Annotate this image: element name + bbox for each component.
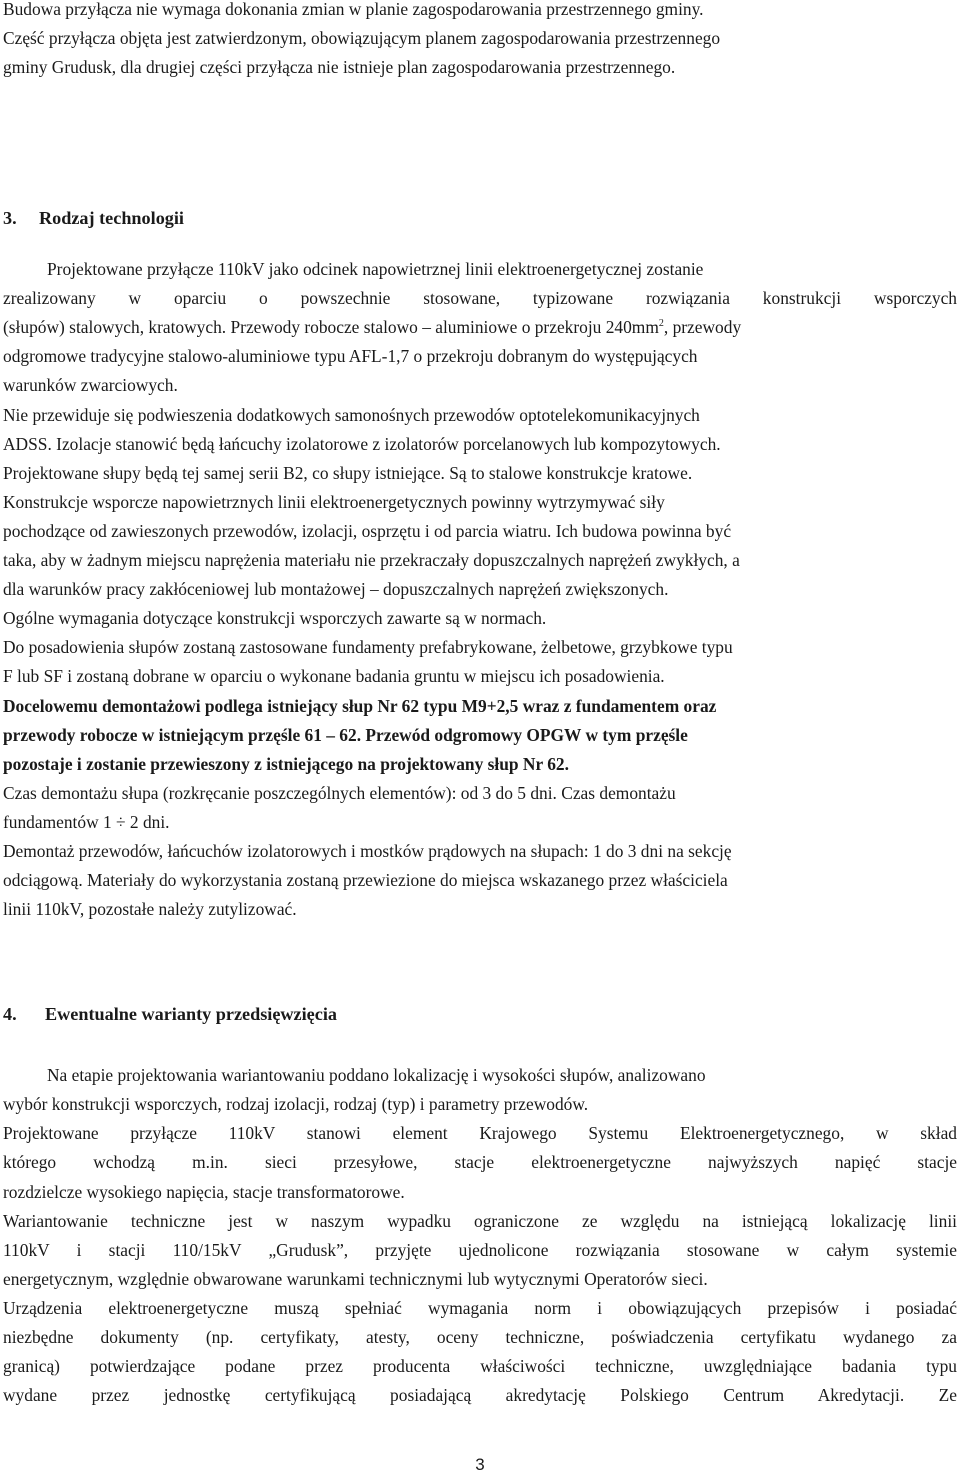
section-3-heading [3, 207, 184, 229]
section-4-number: 4. [3, 1004, 17, 1024]
paragraph-line: fundamentów 1 ÷ 2 dni. [3, 812, 170, 832]
bold-paragraph-line: przewody robocze w istniejącym przęśle 61 – 62. Przewód odgromowy OPGW w tym przęśle [3, 725, 688, 745]
paragraph-line: Projektowane słupy będą tej samej serii B2, co słupy istniejące. Są to stalowe konstrukcje kratowe. [3, 463, 693, 483]
paragraph-line: Na etapie projektowania wariantowaniu poddano lokalizację i wysokości słupów, analizowano [47, 1065, 706, 1085]
paragraph-line: Projektowane przyłącze 110kV stanowi element Krajowego Systemu Elektroenergetycznego, w skład [3, 1123, 957, 1143]
paragraph-line: zrealizowany w oparciu o powszechnie stosowane, typizowane rozwiązania konstrukcji wsporczych [3, 288, 957, 308]
paragraph-line: odgromowe tradycyjne stalowo-aluminiowe typu AFL-1,7 o przekroju dobranym do występujących [3, 346, 698, 366]
intro-line-2: Część przyłącza objęta jest zatwierdzonym, obowiązującym planem zagospodarowania przestrzennego [3, 28, 721, 48]
section-3-number: 3. [3, 208, 17, 228]
paragraph-text: (słupów) stalowych, kratowych. Przewody robocze stalowo – aluminiowe o przekroju 240mm [3, 317, 659, 337]
paragraph-line: 110kV i stacji 110/15kV „Grudusk”, przyjęte ujednolicone rozwiązania stosowane w całym systemie [3, 1240, 957, 1260]
bold-paragraph-line: Docelowemu demontażowi podlega istniejący słup Nr 62 typu M9+2,5 wraz z fundamentem oraz [3, 696, 717, 716]
page-number: 3 [475, 1455, 485, 1474]
paragraph-line: warunków zwarciowych. [3, 375, 178, 395]
paragraph-line: linii 110kV, pozostałe należy zutylizować. [3, 899, 297, 919]
section-4-heading [3, 1003, 337, 1025]
intro-line-3: gminy Grudusk, dla drugiej części przyłącza nie istnieje plan zagospodarowania przestrzennego. [3, 57, 676, 77]
paragraph-line: dla warunków pracy zakłóceniowej lub montażowej – dopuszczalnych naprężeń zwiększonych. [3, 579, 669, 599]
paragraph-line: F lub SF i zostaną dobrane w oparciu o wykonane badania gruntu w miejscu ich posadowienia. [3, 666, 665, 686]
paragraph-line: rozdzielcze wysokiego napięcia, stacje transformatorowe. [3, 1182, 405, 1202]
paragraph-line: Konstrukcje wsporcze napowietrznych linii elektroenergetycznych powinny wytrzymywać siły [3, 492, 665, 512]
paragraph-line: Projektowane przyłącze 110kV jako odcinek napowietrznej linii elektroenergetycznej zostanie [47, 259, 704, 279]
paragraph-line: energetycznym, względnie obwarowane warunkami technicznymi lub wytycznymi Operatorów sieci. [3, 1269, 708, 1289]
paragraph-line: wybór konstrukcji wsporczych, rodzaj izolacji, rodzaj (typ) i parametry przewodów. [3, 1094, 589, 1114]
paragraph-line: Demontaż przewodów, łańcuchów izolatorowych i mostków prądowych na słupach: 1 do 3 dni na sekcję [3, 841, 732, 861]
paragraph-line: Czas demontażu słupa (rozkręcanie poszczególnych elementów): od 3 do 5 dni. Czas demontażu [3, 783, 676, 803]
paragraph-line: pochodzące od zawieszonych przewodów, izolacji, osprzętu i od parcia wiatru. Ich budowa powinna być [3, 521, 732, 541]
paragraph-line: Nie przewiduje się podwieszenia dodatkowych samonośnych przewodów optotelekomunikacyjnych [3, 405, 700, 425]
paragraph-line: którego wchodzą m.in. sieci przesyłowe, stacje elektroenergetyczne najwyższych napięć stacje [3, 1152, 957, 1172]
paragraph-text: , przewody [663, 317, 742, 337]
paragraph-line: niezbędne dokumenty (np. certyfikaty, atesty, oceny techniczne, poświadczenia certyfikatu wydanego za [3, 1327, 957, 1347]
paragraph-line: Urządzenia elektroenergetyczne muszą spełniać wymagania norm i obowiązujących przepisów i posiadać [3, 1298, 957, 1318]
paragraph-line: taka, aby w żadnym miejscu naprężenia materiału nie przekraczały dopuszczalnych naprężeń zwykłych, a [3, 550, 740, 570]
paragraph-line: odciągową. Materiały do wykorzystania zostaną przewiezione do miejsca wskazanego przez właściciela [3, 870, 728, 890]
paragraph-line: granicą) potwierdzające podane przez producenta właściwości techniczne, uwzględniające badania typu [3, 1356, 957, 1376]
section-3-title: Rodzaj technologii [39, 208, 184, 228]
intro-line-1: Budowa przyłącza nie wymaga dokonania zmian w planie zagospodarowania przestrzennego gminy. [3, 0, 704, 19]
paragraph-line: Wariantowanie techniczne jest w naszym wypadku ograniczone ze względu na istniejącą lokalizację linii [3, 1211, 957, 1231]
paragraph-line [3, 316, 741, 338]
paragraph-line: ADSS. Izolacje stanowić będą łańcuchy izolatorowe z izolatorów porcelanowych lub kompozytowych. [3, 434, 721, 454]
bold-paragraph-line: pozostaje i zostanie przewieszony z istniejącego na projektowany słup Nr 62. [3, 754, 569, 774]
paragraph-line: Ogólne wymagania dotyczące konstrukcji wsporczych zawarte są w normach. [3, 608, 547, 628]
section-4-title: Ewentualne warianty przedsięwzięcia [45, 1004, 337, 1024]
paragraph-line: wydane przez jednostkę certyfikującą posiadającą akredytację Polskiego Centrum Akredytacji. Ze [3, 1385, 957, 1405]
paragraph-line: Do posadowienia słupów zostaną zastosowane fundamenty prefabrykowane, żelbetowe, grzybkowe typu [3, 637, 733, 657]
superscript: 2 [658, 318, 664, 329]
